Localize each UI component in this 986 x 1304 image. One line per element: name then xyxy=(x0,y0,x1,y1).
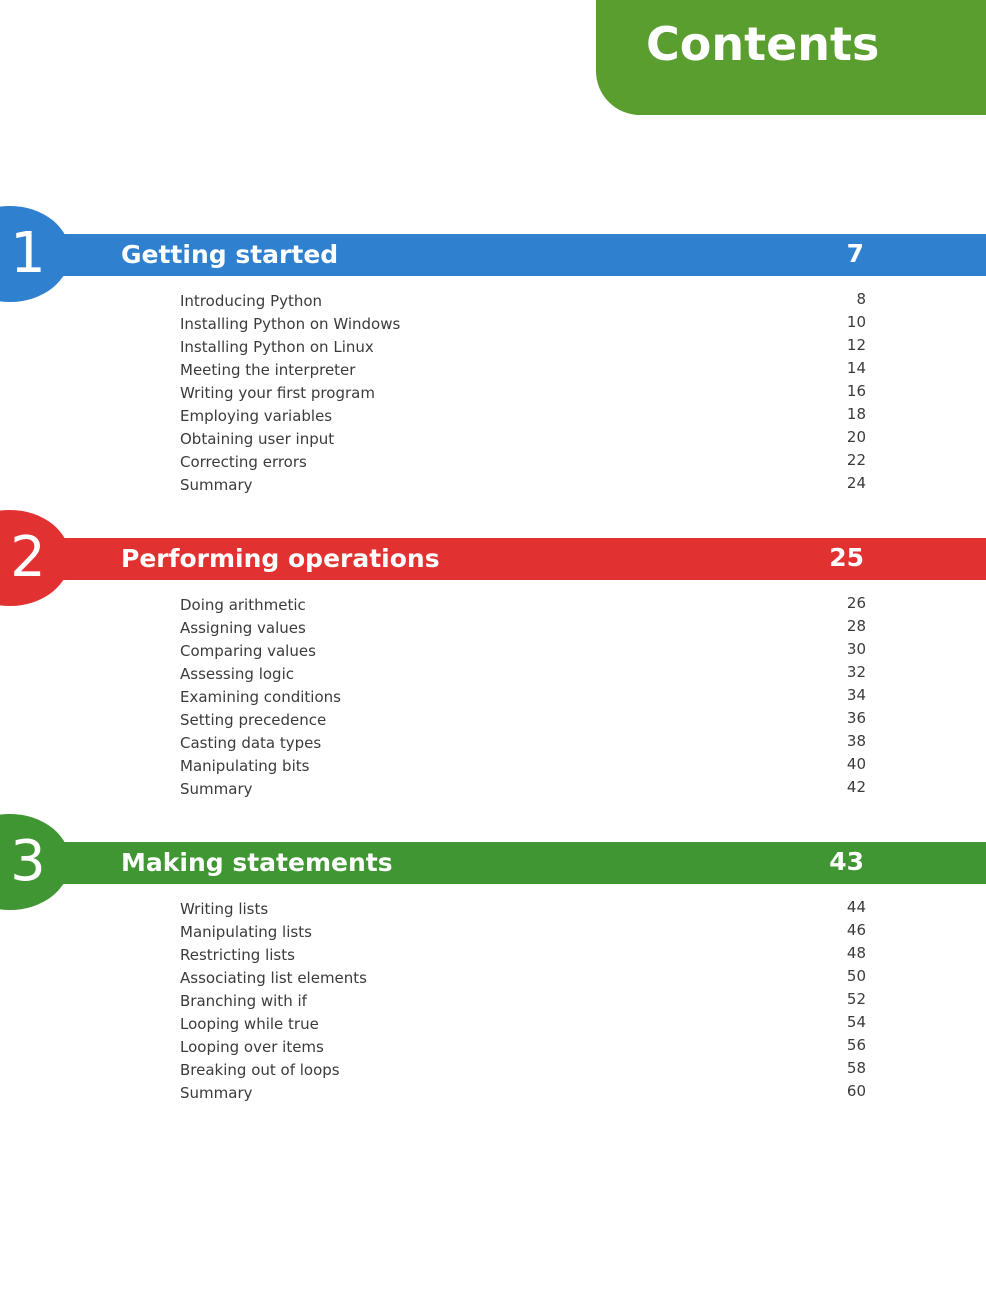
toc-entry-page: 54 xyxy=(846,1013,866,1031)
toc-entry-label: Manipulating bits xyxy=(180,757,310,775)
toc-entry xyxy=(180,1082,866,1105)
toc-entry xyxy=(180,709,866,732)
chapter-2-section-list xyxy=(180,594,866,801)
toc-entry xyxy=(180,967,866,990)
toc-entry-page: 38 xyxy=(846,732,866,750)
toc-entry-label: Correcting errors xyxy=(180,453,307,471)
toc-entry-label: Introducing Python xyxy=(180,292,323,310)
page-title: Contents xyxy=(646,17,880,71)
toc-entry-label: Obtaining user input xyxy=(180,430,335,448)
toc-entry-page: 8 xyxy=(856,290,866,308)
toc-entry-label: Looping while true xyxy=(180,1015,319,1033)
toc-entry-page: 30 xyxy=(846,640,866,658)
toc-entry-label: Assigning values xyxy=(180,619,306,637)
toc-entry-label: Summary xyxy=(180,780,253,798)
toc-entry-page: 28 xyxy=(846,617,866,635)
chapter-3-title: Making statements xyxy=(121,848,393,877)
toc-entry-page: 24 xyxy=(846,474,866,492)
toc-entry-label: Assessing logic xyxy=(180,665,294,683)
toc-entry xyxy=(180,944,866,967)
toc-entry-page: 60 xyxy=(846,1082,866,1100)
toc-entry-label: Summary xyxy=(180,1084,253,1102)
toc-entry-label: Installing Python on Linux xyxy=(180,338,374,356)
toc-entry-page: 36 xyxy=(846,709,866,727)
toc-entry xyxy=(180,594,866,617)
chapter-1-title: Getting started xyxy=(121,240,339,269)
chapter-1-section-list xyxy=(180,290,866,497)
chapter-1-page-number: 7 xyxy=(846,239,864,268)
toc-entry xyxy=(180,898,866,921)
toc-entry-label: Breaking out of loops xyxy=(180,1061,340,1079)
toc-entry-label: Installing Python on Windows xyxy=(180,315,401,333)
toc-entry-label: Writing your first program xyxy=(180,384,375,402)
toc-entry xyxy=(180,663,866,686)
chapter-3 xyxy=(0,814,986,1134)
toc-entry xyxy=(180,474,866,497)
toc-entry-page: 52 xyxy=(846,990,866,1008)
toc-entry-label: Manipulating lists xyxy=(180,923,312,941)
toc-entry xyxy=(180,990,866,1013)
toc-entry-page: 40 xyxy=(846,755,866,773)
toc-entry-page: 58 xyxy=(846,1059,866,1077)
toc-entry-label: Writing lists xyxy=(180,900,269,918)
toc-entry-page: 50 xyxy=(846,967,866,985)
chapter-3-number: 3 xyxy=(10,829,46,894)
chapter-2-number: 2 xyxy=(10,525,46,590)
toc-entry-page: 16 xyxy=(846,382,866,400)
toc-entry xyxy=(180,290,866,313)
toc-entry-label: Branching with if xyxy=(180,992,307,1010)
toc-entry-label: Doing arithmetic xyxy=(180,596,306,614)
toc-entry-label: Setting precedence xyxy=(180,711,327,729)
toc-entry-label: Comparing values xyxy=(180,642,316,660)
chapter-2-title: Performing operations xyxy=(121,544,440,573)
toc-entry xyxy=(180,382,866,405)
chapter-1-number: 1 xyxy=(10,221,46,286)
toc-entry-page: 18 xyxy=(846,405,866,423)
toc-entry xyxy=(180,1059,866,1082)
toc-entry xyxy=(180,1013,866,1036)
toc-entry xyxy=(180,405,866,428)
chapter-3-page-number: 43 xyxy=(829,847,864,876)
toc-entry-page: 42 xyxy=(846,778,866,796)
chapter-2-page-number: 25 xyxy=(829,543,864,572)
chapter-3-section-list xyxy=(180,898,866,1105)
toc-entry-label: Employing variables xyxy=(180,407,333,425)
toc-entry-page: 56 xyxy=(846,1036,866,1054)
toc-entry-label: Examining conditions xyxy=(180,688,341,706)
toc-entry xyxy=(180,313,866,336)
toc-entry-page: 46 xyxy=(846,921,866,939)
toc-entry-page: 32 xyxy=(846,663,866,681)
chapter-1 xyxy=(0,206,986,526)
toc-entry-page: 22 xyxy=(846,451,866,469)
toc-entry xyxy=(180,778,866,801)
toc-entry xyxy=(180,921,866,944)
toc-entry-page: 10 xyxy=(846,313,866,331)
toc-entry-page: 14 xyxy=(846,359,866,377)
toc-entry-label: Associating list elements xyxy=(180,969,367,987)
toc-entry xyxy=(180,1036,866,1059)
toc-entry-page: 44 xyxy=(846,898,866,916)
toc-entry-page: 20 xyxy=(846,428,866,446)
toc-entry xyxy=(180,755,866,778)
toc-entry xyxy=(180,732,866,755)
toc-entry-page: 34 xyxy=(846,686,866,704)
toc-entry-label: Restricting lists xyxy=(180,946,295,964)
toc-entry-label: Summary xyxy=(180,476,253,494)
toc-entry xyxy=(180,686,866,709)
toc-entry-page: 48 xyxy=(846,944,866,962)
chapter-2 xyxy=(0,510,986,830)
toc-entry xyxy=(180,336,866,359)
toc-entry xyxy=(180,451,866,474)
toc-entry xyxy=(180,428,866,451)
toc-entry-label: Casting data types xyxy=(180,734,322,752)
toc-entry xyxy=(180,359,866,382)
toc-entry-label: Meeting the interpreter xyxy=(180,361,356,379)
toc-entry-page: 26 xyxy=(846,594,866,612)
toc-entry xyxy=(180,617,866,640)
toc-entry-page: 12 xyxy=(846,336,866,354)
toc-entry xyxy=(180,640,866,663)
toc-entry-label: Looping over items xyxy=(180,1038,324,1056)
